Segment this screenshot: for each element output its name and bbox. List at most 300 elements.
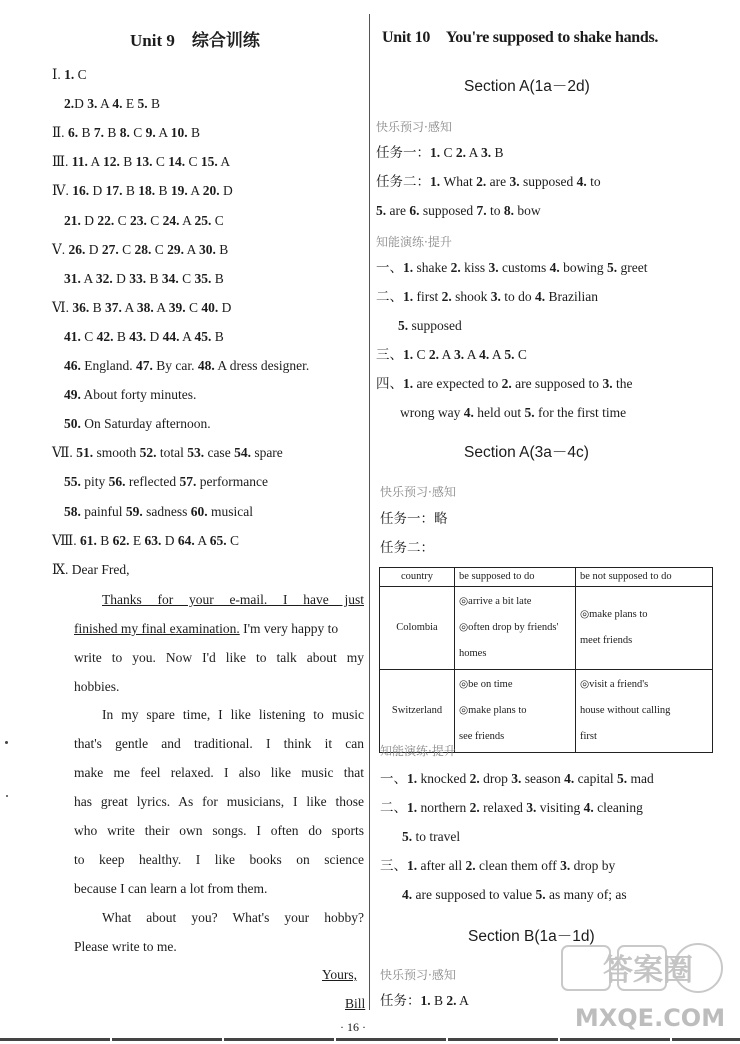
question-number: 51. [76, 445, 94, 461]
letter-line: Thanks for your e-mail. I have just [102, 592, 364, 607]
table-row [380, 587, 713, 670]
answer-line [52, 532, 239, 550]
question-number: 54. [234, 445, 251, 461]
answer-text: Ⅲ. [52, 154, 72, 170]
question-number: 4. [576, 174, 587, 189]
answer-text: C [413, 347, 429, 362]
question-number: 7. [93, 125, 104, 141]
answer-text: A [179, 212, 195, 228]
answer-text: Ⅱ. [52, 125, 68, 141]
answer-line [64, 328, 224, 346]
table-cell-country: Colombia [380, 587, 455, 670]
question-number: 19. [170, 183, 188, 199]
table-cell-country: Switzerland [380, 670, 455, 753]
bottom-rule [0, 1038, 740, 1041]
scan-speck [6, 795, 8, 797]
letter-line: hobbies. [74, 679, 120, 694]
answer-text: mad [627, 771, 654, 786]
question-number: 3. [481, 145, 492, 160]
answer-text: A [179, 328, 195, 344]
question-number: 5. [535, 887, 546, 902]
letter-line: because I can learn a lot from them. [74, 881, 268, 896]
cell-line: meet friends [580, 635, 633, 646]
letter-line: What about you? What's your hobby? [102, 910, 364, 925]
answer-text: reflected [125, 474, 180, 490]
question-number: 55. [64, 474, 81, 490]
question-number: 8. [119, 125, 130, 141]
question-number: 3. [560, 858, 571, 873]
answer-text: Ⅴ. [52, 241, 69, 257]
answer-text: D [85, 241, 102, 257]
question-number: 21. [64, 212, 81, 228]
answer-line [376, 173, 601, 191]
answer-text: What [440, 174, 477, 189]
table-cell-supposed [455, 587, 576, 670]
answer-text: England. [80, 358, 136, 373]
answer-text: Ⅸ. Dear Fred, [52, 561, 130, 577]
answer-text: are expected to [413, 376, 502, 391]
answer-line [64, 386, 196, 404]
answer-text: bowing [559, 260, 608, 275]
answer-text: C [114, 212, 131, 228]
answer-text: as many of; as [545, 887, 627, 902]
answer-line [64, 212, 224, 230]
preview-subheading: 快乐预习·感知 [380, 968, 456, 982]
answer-text: B [491, 145, 504, 160]
answer-text: shake [413, 260, 451, 275]
answer-text: musical [207, 503, 253, 519]
question-number: 62. [112, 532, 130, 548]
question-number: 32. [95, 270, 113, 286]
question-number: 15. [200, 154, 218, 170]
question-number: 50. [64, 416, 81, 432]
question-number: 53. [187, 445, 205, 461]
answer-text: capital [574, 771, 617, 786]
answer-text: C [226, 532, 240, 548]
question-number: 31. [64, 270, 81, 286]
answer-line [376, 346, 527, 364]
answer-text: E [122, 96, 138, 112]
answer-line [52, 66, 87, 84]
question-number: 20. [202, 183, 220, 199]
question-number: 41. [64, 328, 81, 344]
question-number: 9. [145, 125, 156, 141]
answer-text: to do [500, 289, 536, 304]
answer-text: wrong way [400, 405, 464, 420]
question-number: 29. [167, 241, 185, 257]
answer-text: B [211, 328, 224, 344]
answer-line [64, 270, 224, 288]
answer-text: shook [451, 289, 491, 304]
answer-text: sadness [142, 503, 191, 519]
answer-text: Ⅰ. [52, 67, 65, 82]
answer-text: are [386, 203, 410, 218]
question-number: 28. [134, 241, 152, 257]
question-number: 47. [136, 358, 153, 373]
answer-text: D [74, 96, 88, 112]
answer-text: case [204, 445, 235, 461]
question-number: 1. [407, 771, 418, 786]
answer-text: B [211, 270, 224, 286]
answer-text: Ⅳ. [52, 183, 73, 199]
question-number: 24. [162, 212, 180, 228]
question-number: 3. [602, 376, 613, 391]
question-number: 3. [509, 174, 520, 189]
letter-signature: Bill [345, 996, 366, 1011]
cell-line: homes [459, 648, 487, 659]
answer-text: C [211, 212, 224, 228]
answer-text: supposed [408, 318, 462, 333]
answer-line [376, 375, 632, 393]
answer-text: C [74, 67, 87, 82]
question-number: 39. [168, 299, 186, 315]
answer-text: C [514, 347, 527, 362]
answer-text: A [217, 154, 231, 170]
answer-text: A [489, 347, 505, 362]
answer-line [402, 828, 460, 846]
table-cell-not-supposed [576, 670, 713, 753]
answer-text: A [464, 347, 480, 362]
table-row [380, 670, 713, 753]
question-number: 1. [403, 376, 414, 391]
question-number: 6. [67, 125, 79, 141]
question-number: 4. [549, 260, 560, 275]
answer-text: D [218, 299, 232, 315]
answer-line [376, 202, 541, 220]
answer-line [64, 503, 253, 521]
answer-text: Ⅶ. [52, 445, 77, 461]
answer-text: B [122, 183, 139, 199]
answer-text: C [129, 125, 146, 141]
question-number: 5. [402, 829, 413, 844]
answer-text: for the first time [534, 405, 627, 420]
question-number: 57. [179, 474, 197, 490]
answer-line [398, 317, 462, 335]
scan-speck [5, 741, 8, 744]
answer-text: B [430, 993, 447, 1008]
question-number: 1. [403, 347, 414, 362]
section-b-1a-1d-heading: Section B(1a－1d) [468, 928, 595, 945]
answer-text: C [440, 145, 456, 160]
cell-line: ◎arrive a bit late [459, 596, 532, 607]
question-number: 42. [96, 328, 114, 344]
answer-text: supposed [519, 174, 577, 189]
question-number: 22. [97, 212, 115, 228]
question-number: 16. [72, 183, 90, 199]
answer-text: B [119, 154, 136, 170]
task1-line: 任务一：略 [380, 511, 448, 526]
answer-text: A [466, 145, 482, 160]
question-number: 4. [479, 347, 490, 362]
answer-text: cleaning [593, 800, 643, 815]
question-number: 37. [104, 299, 122, 315]
answer-text: By car. [152, 358, 198, 373]
question-number: 1. [430, 174, 441, 189]
question-number: 1. [403, 289, 414, 304]
preview-subheading: 快乐预习·感知 [380, 485, 456, 499]
answer-text: held out [473, 405, 525, 420]
question-number: 1. [407, 800, 418, 815]
answer-text: A [439, 347, 455, 362]
question-number: 2. [441, 289, 452, 304]
letter-line [74, 620, 338, 638]
answer-text: the [612, 376, 633, 391]
question-number: 3. [526, 800, 537, 815]
question-number: 4. [463, 405, 474, 420]
answer-line [64, 95, 160, 113]
question-number: 2. [469, 771, 480, 786]
answer-text: A dress designer. [214, 358, 310, 373]
answer-text: 一、 [376, 260, 403, 275]
answer-text: total [156, 445, 188, 461]
answer-text: drop [479, 771, 512, 786]
answer-text: C [185, 299, 202, 315]
section-a-1a-2d-heading: Section A(1a－2d) [464, 78, 590, 95]
answer-text: B [146, 270, 162, 286]
question-number: 3. [87, 96, 98, 112]
question-number: 1. [430, 145, 441, 160]
unit10-title: Unit 10 You're supposed to shake hands. [382, 29, 659, 46]
unit9-title: Unit 9 综合训练 [130, 31, 260, 50]
answer-text: A [87, 154, 103, 170]
question-number: 23. [130, 212, 147, 228]
question-number: 2. [64, 96, 75, 112]
answer-text: drop by [570, 858, 616, 873]
question-number: 49. [64, 387, 81, 403]
question-number: 8. [503, 203, 514, 218]
answer-text: painful [80, 503, 126, 519]
section-a-3a-4c-heading: Section A(3a－4c) [464, 444, 589, 461]
answer-text: D [146, 328, 163, 344]
answer-text: 一、 [380, 771, 407, 786]
answer-line [376, 144, 504, 162]
question-number: 2. [465, 858, 476, 873]
letter-line: has great lyrics. As for musicians, I like those [74, 794, 364, 809]
answer-text: B [103, 125, 120, 141]
question-number: 2. [428, 347, 440, 362]
answer-line [400, 404, 626, 422]
letter-line: write to you. Now I'd like to talk about my [74, 650, 364, 665]
answer-line [52, 561, 130, 579]
answer-text: On Saturday afternoon. [80, 416, 211, 432]
watermark-text-top: 答案圈 [603, 953, 693, 988]
question-number: 43. [129, 328, 147, 344]
question-number: 45. [194, 328, 212, 344]
answer-text: visiting [536, 800, 584, 815]
question-number: 4. [112, 96, 123, 112]
question-number: 7. [476, 203, 487, 218]
question-number: 3. [454, 347, 465, 362]
answer-text: are supposed to [511, 376, 603, 391]
answer-text: B [113, 328, 130, 344]
answer-line [376, 288, 598, 306]
practice-subheading: 知能演练·提升 [380, 744, 456, 758]
cell-line: ◎be on time [459, 679, 513, 690]
answer-text: A [155, 125, 171, 141]
answer-text: to [586, 174, 601, 189]
question-number: 5. [376, 203, 387, 218]
answer-line [52, 182, 233, 200]
practice-subheading: 知能演练·提升 [376, 235, 452, 249]
answer-text: knocked [417, 771, 470, 786]
question-number: 2. [469, 800, 480, 815]
question-number: 61. [80, 532, 97, 548]
cell-line: first [580, 731, 597, 742]
cell-line: ◎make plans to [459, 705, 527, 716]
answer-text: C [118, 241, 135, 257]
question-number: 1. [407, 858, 418, 873]
answer-text: bow [514, 203, 541, 218]
question-number: 5. [137, 96, 148, 112]
answer-text: customs [498, 260, 550, 275]
question-number: 35. [194, 270, 212, 286]
question-number: 4. [535, 289, 546, 304]
question-number: 5. [607, 260, 618, 275]
question-number: 1. [64, 67, 75, 82]
answer-text: 任务一： [376, 145, 430, 160]
question-number: 3. [511, 771, 522, 786]
question-number: 40. [201, 299, 219, 315]
answer-text: C [146, 212, 163, 228]
question-number: 58. [64, 503, 81, 519]
answer-text: relaxed [479, 800, 527, 815]
answer-text: B [187, 125, 201, 141]
watermark-logo [560, 940, 735, 1035]
answer-text: C [80, 328, 97, 344]
question-number: 59. [125, 503, 143, 519]
answer-line [64, 415, 211, 433]
table-header-row [380, 568, 713, 587]
letter-line: to keep healthy. I like books on science [74, 852, 364, 867]
underlined-text: finished my final examination. [74, 621, 240, 636]
cell-line: see friends [459, 731, 505, 742]
answer-line [380, 857, 615, 875]
question-number: 44. [162, 328, 180, 344]
question-number: 11. [71, 154, 88, 170]
question-number: 10. [170, 125, 188, 141]
answer-text: supposed [419, 203, 477, 218]
answer-text: A [194, 532, 210, 548]
question-number: 5. [616, 771, 628, 786]
question-number: 2. [450, 260, 461, 275]
table-header: be not supposed to do [576, 568, 713, 587]
question-number: 27. [101, 241, 119, 257]
question-number: 4. [583, 800, 594, 815]
answer-text: B [155, 183, 171, 199]
question-number: 12. [102, 154, 120, 170]
question-number: 6. [409, 203, 420, 218]
question-number: 2. [476, 174, 487, 189]
answer-text: B [78, 125, 94, 141]
letter-line: make me feel relaxed. I also like music that [74, 765, 364, 780]
answer-text: A [80, 270, 96, 286]
cell-line: ◎often drop by friends' [459, 622, 559, 633]
task2-line: 任务二： [380, 540, 434, 555]
question-number: 2. [501, 376, 512, 391]
answer-line [52, 241, 228, 259]
answer-line [52, 299, 231, 317]
question-number: 4. [564, 771, 575, 786]
letter-line: In my spare time, I like listening to music [102, 707, 364, 722]
answer-text: 三、 [380, 858, 407, 873]
answer-line [64, 473, 268, 491]
letter-line: Please write to me. [74, 939, 177, 954]
answer-text: B [215, 241, 229, 257]
answer-text: first [413, 289, 442, 304]
answer-line [52, 124, 200, 142]
answer-text: 任务： [380, 993, 421, 1008]
question-number: 56. [108, 474, 126, 490]
answer-text: 二、 [380, 800, 407, 815]
answer-text: to travel [412, 829, 461, 844]
answer-text: northern [417, 800, 470, 815]
watermark-text-bottom: MXQE.COM [574, 1004, 726, 1032]
letter-text: I'm very happy to [239, 621, 339, 636]
answer-text: Brazilian [545, 289, 599, 304]
answer-text: D [112, 270, 130, 286]
cell-line: ◎make plans to [580, 609, 648, 620]
question-number: 36. [72, 299, 90, 315]
answer-text: after all [417, 858, 466, 873]
answer-text: C [151, 241, 168, 257]
question-number: 1. [403, 260, 414, 275]
answer-text: D [80, 212, 98, 228]
question-number: 26. [68, 241, 86, 257]
answer-line [380, 770, 654, 788]
question-number: 14. [168, 154, 186, 170]
cell-line: ◎visit a friend's [580, 679, 649, 690]
answer-text: C [178, 270, 195, 286]
question-number: 5. [524, 405, 535, 420]
answer-line [64, 357, 309, 375]
answer-text: About forty minutes. [80, 387, 197, 403]
answer-line [380, 992, 469, 1010]
preview-subheading: 快乐预习·感知 [376, 120, 452, 134]
question-number: 4. [402, 887, 413, 902]
answer-text: A [97, 96, 113, 112]
answer-text: 任务二： [376, 174, 430, 189]
answer-text: B [96, 532, 113, 548]
answer-text: spare [250, 445, 283, 461]
answer-text: Ⅵ. [52, 299, 73, 315]
question-number: 48. [197, 358, 215, 373]
answer-text: D [89, 183, 106, 199]
question-number: 1. [420, 993, 431, 1008]
page-number: · 16 · [340, 1020, 366, 1034]
question-number: 3. [490, 289, 501, 304]
question-number: 25. [194, 212, 212, 228]
answer-text: to [486, 203, 504, 218]
question-number: 60. [190, 503, 208, 519]
answer-text: B [89, 299, 105, 315]
question-number: 38. [136, 299, 154, 315]
table-header: country [380, 568, 455, 587]
answer-text: E [129, 532, 145, 548]
question-number: 33. [129, 270, 147, 286]
question-number: 5. [398, 318, 409, 333]
answer-text: Ⅷ. [52, 532, 81, 548]
question-number: 13. [135, 154, 153, 170]
question-number: 18. [138, 183, 156, 199]
answer-text: smooth [93, 445, 140, 461]
letter-closing: Yours, [322, 967, 358, 982]
answer-text: C [152, 154, 169, 170]
table-cell-supposed [455, 670, 576, 753]
customs-table [379, 567, 713, 753]
answer-line [52, 444, 283, 462]
question-number: 2. [455, 145, 467, 160]
answer-text: are [486, 174, 510, 189]
